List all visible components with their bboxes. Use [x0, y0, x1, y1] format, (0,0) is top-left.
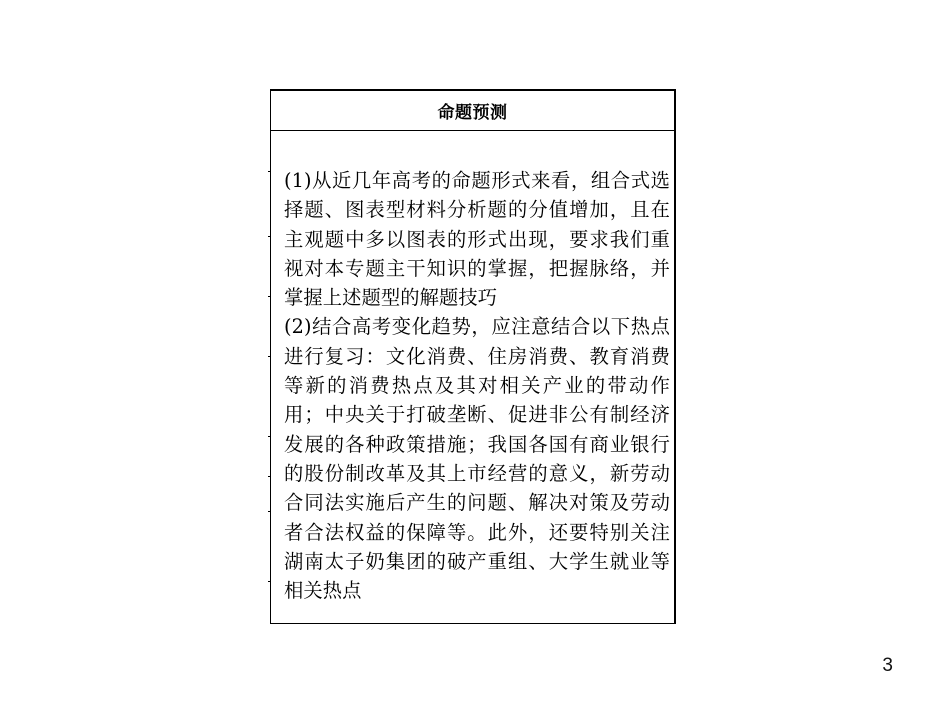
prediction-table — [270, 89, 676, 624]
page-number: 3 — [882, 655, 893, 676]
edge-tick — [268, 171, 271, 172]
paragraph-2: (2)结合高考变化趋势，应注意结合以下热点进行复习：文化消费、住房消费、教育消费等新的消费热点及其对相关产业的带动作用；中央关于打破垄断、促进非公有制经济发展的各种政策措施；我国各国有商业银行的股份制改革及其上市经营的意义，新劳动合同法实施后产生的问题、解决对策及劳动者合法权益的保障等。此外，还要特别关注湖南太子奶集团的破产重组、大学生就业等相关热点 — [284, 315, 670, 603]
edge-tick — [268, 356, 271, 357]
edge-tick — [268, 476, 271, 477]
edge-tick — [268, 236, 271, 237]
table-header: 命题预测 — [271, 91, 674, 131]
edge-tick — [268, 296, 271, 297]
edge-tick — [268, 436, 271, 437]
table-body — [284, 166, 670, 605]
edge-tick — [268, 581, 271, 582]
edge-tick — [268, 511, 271, 512]
paragraph-1: (1)从近几年高考的命题形式来看，组合式选择题、图表型材料分析题的分值增加，且在主观题中多以图表的形式出现，要求我们重视对本专题主干知识的掌握，把握脉络，并掌握上述题型的解题技巧 — [284, 169, 670, 310]
